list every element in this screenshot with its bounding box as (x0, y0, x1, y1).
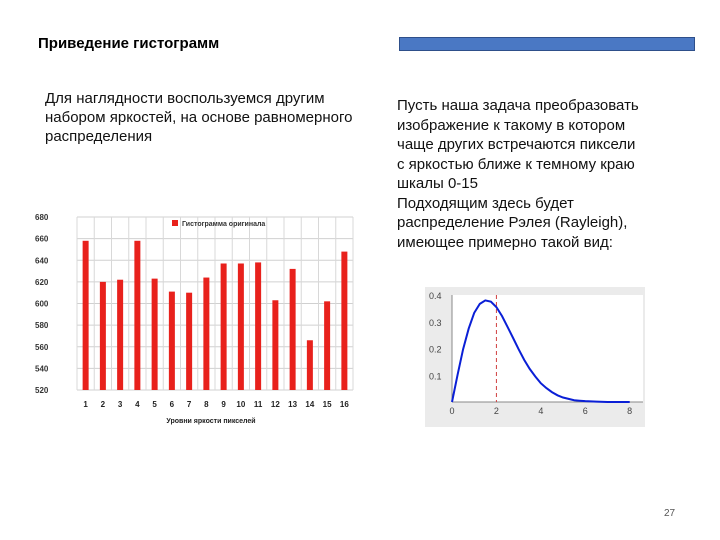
slide-title: Приведение гистограмм (38, 35, 220, 52)
right-line: с яркостью ближе к темному краю (397, 155, 635, 173)
x-tick-label: 6 (582, 406, 588, 416)
right-line: шкалы 0-15 (397, 175, 478, 192)
accent-bar (399, 37, 695, 51)
left-paragraph: Для наглядности воспользуемся другим набором яркостей, на основе равномерного распределения (45, 90, 353, 145)
x-tick-label: 8 (627, 406, 633, 416)
x-tick-label: 12 (270, 400, 280, 409)
bar (255, 262, 261, 390)
x-tick-label: 7 (186, 400, 192, 409)
y-tick-label: 520 (35, 386, 49, 395)
bar (117, 280, 123, 390)
x-axis-label: Уровни яркости пикселей (166, 418, 256, 425)
x-tick-label: 3 (117, 400, 123, 409)
x-tick-label: 10 (236, 400, 246, 409)
y-tick-label: 600 (35, 299, 49, 309)
x-tick-label: 5 (152, 400, 157, 409)
bar (290, 269, 296, 390)
y-tick-label: 680 (35, 213, 49, 222)
y-tick-label: 0.1 (429, 371, 442, 382)
x-tick-label: 2 (100, 400, 106, 409)
bar (221, 263, 227, 390)
x-tick-label: 13 (288, 400, 298, 409)
bar (169, 292, 175, 390)
x-tick-label: 0 (449, 406, 455, 416)
x-tick-label: 1 (83, 400, 88, 409)
x-tick-label: 8 (204, 400, 209, 409)
bar (324, 301, 330, 390)
bar (307, 340, 313, 390)
y-tick-label: 560 (35, 342, 49, 352)
y-tick-label: 0.4 (429, 291, 442, 301)
x-tick-label: 15 (322, 400, 332, 409)
bar (203, 278, 209, 390)
x-tick-label: 9 (221, 400, 226, 409)
rayleigh-chart (425, 287, 645, 427)
right-line: распределение Рэлея (Rayleigh), (397, 214, 628, 231)
x-tick-label: 4 (538, 406, 544, 416)
bar (134, 241, 140, 390)
y-tick-label: 0.2 (429, 344, 442, 355)
bar (83, 241, 89, 390)
x-tick-label: 6 (169, 400, 175, 409)
y-tick-label: 660 (35, 234, 49, 244)
x-tick-label: 2 (493, 406, 499, 416)
plot-area (452, 295, 643, 402)
bar (341, 252, 347, 390)
right-line: Подходящим здесь будет (397, 194, 574, 212)
y-tick-label: 620 (35, 277, 49, 287)
y-tick-label: 540 (35, 364, 49, 374)
right-line: изображение к такому в котором (397, 116, 626, 134)
right-line: Пусть наша задача преобразовать (397, 97, 639, 114)
page-number: 27 (664, 508, 676, 519)
right-line: имеющее примерно такой вид: (397, 233, 613, 251)
bar (186, 293, 192, 390)
x-tick-label: 4 (135, 400, 140, 409)
bar (152, 279, 158, 390)
y-tick-label: 580 (35, 321, 49, 331)
legend-label: Гистограмма оригинала (182, 221, 266, 228)
bar (272, 300, 278, 390)
right-line: чаще других встречаются пиксели (397, 136, 636, 153)
y-tick-label: 640 (35, 256, 49, 266)
x-tick-label: 14 (305, 400, 315, 409)
bar (100, 282, 106, 390)
right-paragraph (397, 96, 697, 252)
y-tick-label: 0.3 (429, 317, 442, 328)
x-tick-label: 11 (253, 400, 263, 409)
histogram-chart (30, 205, 360, 430)
bar (238, 263, 244, 390)
x-tick-label: 16 (339, 400, 349, 409)
legend-swatch (172, 220, 178, 226)
